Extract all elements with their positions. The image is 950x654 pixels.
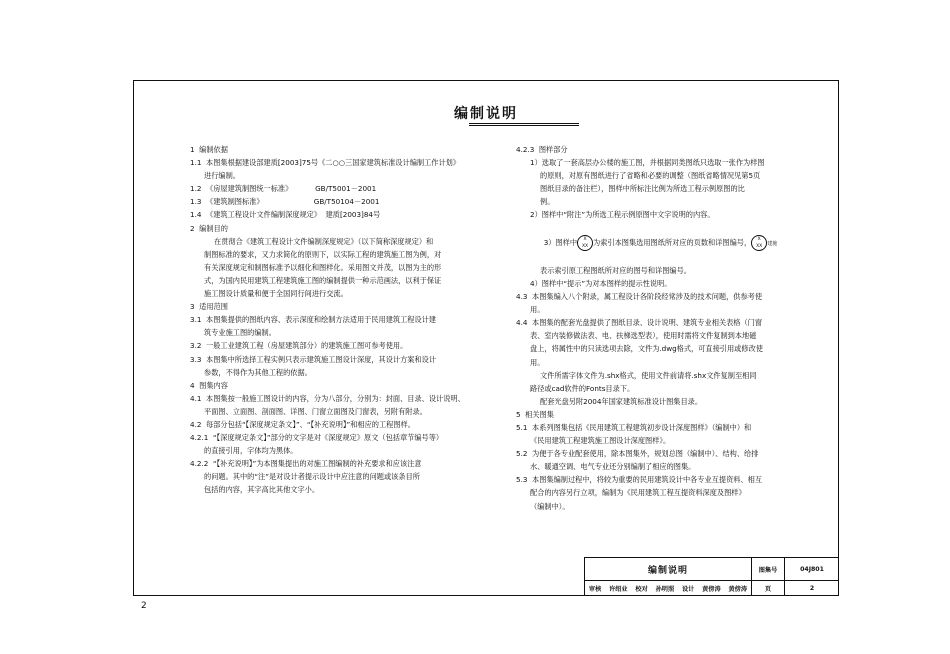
text-line: 4.1 本图集按一般施工图设计的内容，分为八部分，分别为：封面、目录、设计说明、: [190, 393, 465, 403]
drawing-frame: [133, 80, 839, 596]
text-line: 制图标准的要求，又力求简化的原则下，以实际工程的建筑施工图为例，对: [204, 249, 442, 259]
text-line: 的问题。其中的“注”是对设计者提示设计中应注意的问题或该条目所: [204, 472, 420, 482]
text-line: 筑专业施工图的编制。: [204, 328, 276, 338]
review-row: [585, 581, 752, 596]
page-number: 2: [809, 585, 815, 592]
text-line: 施工图设计质量和便于全国同行间进行交流。: [204, 289, 348, 299]
index-line-mid: 为索引本图集选用图纸所对应的页数和详图编号，: [593, 237, 752, 247]
text-line: 4.2.3 图样部分: [516, 145, 568, 154]
text-line: 表示索引原工程图纸所对应的图号和详图编号。: [540, 265, 691, 275]
text-line: 图纸目录的备注栏），图样中所标注比例为所选工程示例原图的比: [540, 184, 745, 194]
text-line: 用。: [530, 357, 545, 367]
detail-circle-symbol: X XX: [751, 235, 767, 251]
text-line: 的原则，对原有图纸进行了省略和必要的调整（图纸省略情况见第5页: [540, 171, 761, 181]
index-symbol-line: [516, 222, 816, 264]
text-line: 4.3 本图集编入八个附录，属工程设计各阶段经常涉及的技术问题，供参考使: [516, 292, 763, 302]
text-line: 1.4 《建筑工程设计文件编制深度规定》 建质[2003]84号: [190, 210, 381, 220]
text-line: 4.4 本图集的配套光盘提供了图纸目录、设计说明、建筑专业相关表格（门窗: [516, 318, 763, 328]
text-line: 的直接引用，字体均为黑体。: [204, 446, 298, 456]
text-line: 1.2 《房屋建筑制图统一标准》 GB/T5001－2001: [190, 184, 377, 194]
title-underline-2: [469, 125, 579, 126]
text-line: 配合的内容另行立项，编制为《民用建筑工程互提资料深度及图样》: [530, 488, 746, 498]
text-line: 包括的内容，其字高比其他文字小。: [204, 485, 320, 495]
text-line: 路径或cad软件的Fonts目录下。: [530, 383, 635, 393]
text-line: 在贯彻合《建筑工程设计文件编制深度规定》（以下简称深度规定）和: [214, 236, 434, 246]
text-line: 1.3 《建筑制图标准》 GB/T50104－2001: [190, 197, 380, 207]
index-line-suffix: 建施: [767, 240, 778, 247]
text-line: 表、室内装修做法表、电、扶梯选型表），使用时需将文件复制到本地磁: [530, 331, 757, 341]
text-line: 文件所需字体文件为.shx格式，使用文件前请将.shx文件复制至相同: [540, 370, 757, 380]
text-line: 水、暖通空调、电气专业还分别编制了相应的图集。: [530, 462, 696, 472]
right-column: [516, 143, 816, 513]
review-cell: 设计: [681, 586, 695, 593]
title-underline: [469, 123, 579, 124]
text-line: （编制中）。: [530, 501, 570, 511]
text-line: 5 相关图集: [516, 409, 554, 419]
right-column-part-b: [516, 264, 816, 513]
text-line: 有关深度规定和制图标准予以细化和图样化。采用图文并茂，以图为主的形: [204, 262, 442, 272]
review-cell: 审核: [588, 586, 602, 593]
text-line: 3.3 本图集中所选择工程实例只表示建筑施工图设计深度，其设计方案和设计: [190, 354, 437, 364]
review-cell: 孙明照: [655, 586, 675, 593]
text-line: 4 图集内容: [190, 380, 228, 390]
text-line: 4.2.1 “【深度规定条文】”部分的文字是对《深度规定》原文（包括章节编号等）: [190, 433, 444, 443]
review-cell: 许绍业: [609, 586, 628, 593]
text-line: 配套光盘另附2004年国家建筑标准设计图集目录。: [540, 396, 703, 406]
page-title: 编制说明: [454, 106, 518, 122]
text-line: 《民用建筑工程建筑施工图设计深度图样》。: [530, 436, 671, 446]
review-cell: 黄傍涛: [702, 586, 721, 593]
text-line: 5.1 本系列图集包括《民用建筑工程建筑初步设计深度图样》（编制中）和: [516, 422, 752, 432]
text-line: 参数，不得作为其他工程的依据。: [204, 367, 312, 377]
text-line: 2）图样中“附注”为所选工程示例原图中文字说明的内容。: [530, 210, 715, 220]
text-line: 3.2 一般工业建筑工程（房屋建筑部分）的建筑施工图可参考使用。: [190, 341, 408, 351]
left-column: [190, 143, 485, 497]
atlas-number: 04J801: [785, 558, 839, 581]
atlas-number-label: 图集号: [752, 558, 785, 581]
text-line: 4.2 每部分包括“【深度规定条文】”、“【补充说明】”和相应的工程图样。: [190, 419, 415, 429]
text-line: 1 编制依据: [190, 145, 228, 154]
right-column-part-a: [516, 143, 816, 222]
text-line: 4）图样中“提示”为对本图样的提示性说明。: [530, 278, 672, 288]
review-cell: 黄傍涛: [728, 586, 748, 593]
index-circle-symbol: X XX: [577, 235, 593, 251]
sheet-number: 2: [141, 601, 147, 611]
text-line: 1）选取了一套高层办公楼的施工图，并根据同类图纸只选取一张作为样图: [530, 158, 765, 168]
index-line-prefix: 3）图样中: [543, 237, 578, 247]
text-line: 3.1 本图集提供的图纸内容、表示深度和绘制方法适用于民用建筑工程设计建: [190, 315, 437, 325]
title-block-title: 编制说明: [585, 558, 752, 581]
text-line: 平面图、立面图、剖面图、详图、门窗立面图及门窗表，另附有附录。: [204, 406, 427, 416]
text-line: 例。: [540, 197, 555, 207]
text-line: 式，为国内民用建筑工程建筑施工图的编制提供一种示范画法，以利于保证: [204, 275, 442, 285]
text-line: 4.2.2 “【补充说明】”为本图集提出的对施工图编制的补充要求和应该注意: [190, 459, 422, 469]
text-line: 用。: [530, 305, 545, 315]
text-line: 5.3 本图集编制过程中，将较为重要的民用建筑设计中各专业互提资料、相互: [516, 475, 763, 485]
text-line: 1.1 本图集根据建设部建质[2003]75号《二○○三国家建筑标准设计编制工作计划》: [190, 158, 461, 168]
text-line: 盘上，将属性中的只读选项去除，文件为.dwg格式，可直接引用或修改使: [530, 344, 763, 354]
review-cell: 校对: [635, 586, 648, 593]
text-line: 进行编制。: [204, 171, 240, 181]
page-label: 页: [752, 581, 785, 596]
text-line: 3 适用范围: [190, 302, 228, 312]
text-line: 5.2 为便于各专业配套使用，除本图集外，规划总图（编制中）、结构、给排: [516, 449, 759, 459]
text-line: 2 编制目的: [190, 223, 228, 233]
title-block: [584, 557, 839, 596]
